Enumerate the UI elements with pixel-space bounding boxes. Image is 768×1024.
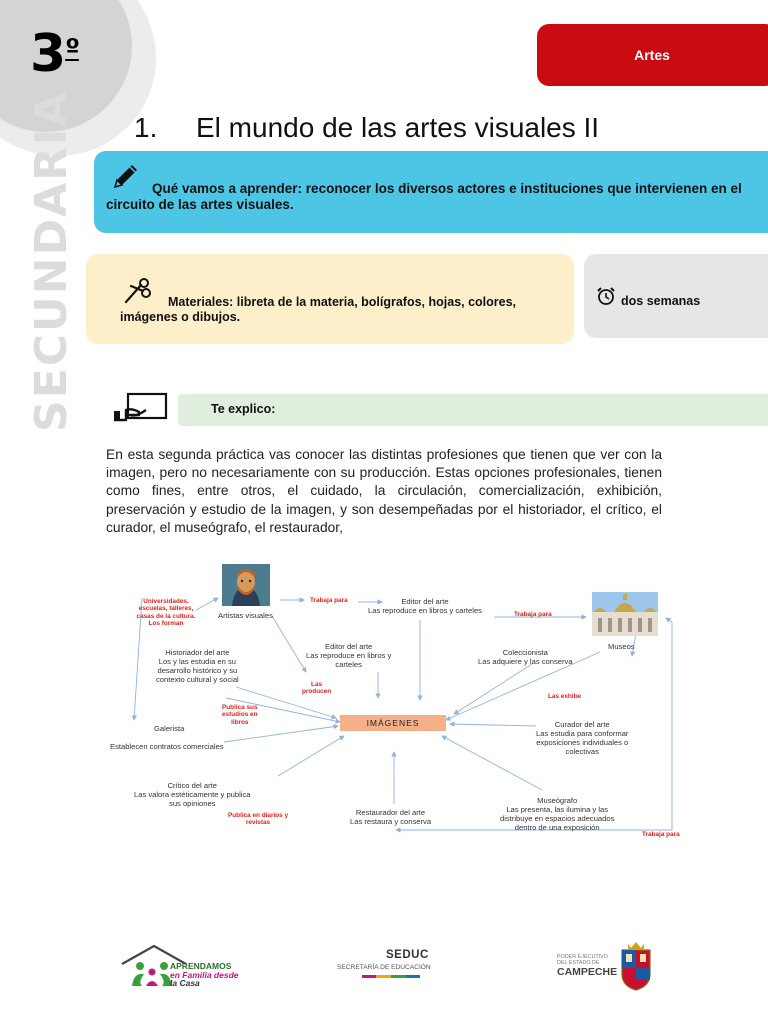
lesson-title: 1. El mundo de las artes visuales II (134, 112, 600, 143)
editor-mid-label: Editor del arte Las reproduce en libros y carteles (306, 642, 392, 669)
grade-number: $3^º$ (30, 24, 79, 84)
they-produce-label: Las producen (302, 681, 332, 696)
learning-goal-text: Qué vamos a aprender: reconocer los diversos actores e instituciones que intervienen en el circuito de las artes visuales. (106, 181, 742, 212)
government-prefix: PODER EJECUTIVO DEL ESTADO DE (557, 954, 608, 967)
museums-label: Museos (608, 642, 635, 651)
subject-tab: Artes (537, 24, 768, 86)
universities-label: Universidades, escuelas, talleres, casas de la cultura. Los forman (136, 598, 196, 628)
level-label: SECUNDARIA (26, 90, 77, 432)
alarm-clock-icon (596, 286, 616, 306)
museographer-label: Museógrafo Las presenta, las ilumina y las distribuye en espacios adecuados dentro de una exposición (500, 796, 615, 832)
seduc-logo-title: SEDUC (386, 949, 429, 961)
materials-text: Materiales: libreta de la materia, bolígrafos, hojas, colores, imágenes o dibujos. (120, 295, 517, 324)
publishes-books-label: Publica sus estudios en libros (222, 704, 258, 726)
campeche-coat-of-arms-icon (618, 940, 654, 992)
seduc-color-bar (362, 975, 420, 978)
curator-label: Curador del arte Las estudia para conformar exposiciones individuales o colectivas (536, 720, 629, 756)
explain-label: Te explico: (211, 402, 276, 416)
editor-top-label: Editor del arte Las reproduce en libros y carteles (368, 597, 482, 615)
works-for-label-3: Trabaja para (642, 831, 680, 838)
publishes-press-label: Publica en diarios y revistas (228, 812, 289, 827)
museum-building-image (592, 592, 658, 636)
hand-screen-icon (112, 392, 168, 422)
historian-label: Historiador del arte Los y las estudia en su desarrollo histórico y su contexto cultural y social (156, 648, 239, 684)
center-images-box: IMÁGENES (340, 715, 446, 731)
seduc-logo-subtitle: SECRETARÍA DE EDUCACIÓN (337, 964, 431, 971)
critic-label: Crítico del arte Las valora estéticamente y publica sus opiniones (134, 781, 251, 808)
art-circuit-diagram (106, 560, 690, 850)
government-name: CAMPECHE (557, 966, 618, 978)
gallerist-desc-label: Establecen contratos comerciales (110, 742, 224, 751)
works-for-label-1: Trabaja para (310, 597, 348, 604)
works-for-label-2: Trabaja para (514, 611, 552, 618)
exhibits-label: Las exhibe (548, 693, 582, 700)
artists-label: Artistas visuales (218, 611, 273, 620)
artist-portrait-image (222, 564, 270, 606)
duration-text: dos semanas (621, 294, 701, 308)
body-paragraph: En esta segunda práctica vas conocer las distintas profesiones que tienen que ver con la imagen, pero no necesariamente con su producción. Estas opciones profesionales, tienen como fines, entre otros, el cuidado, la circulación, comercialización, exhibición, preservación y estudio de la imagen, y son desempeñadas por el historiador, el crítico, el curador, el museógrafo, el restaurador, (106, 447, 662, 535)
collector-label: Coleccionista Las adquiere y las conserva (478, 648, 573, 666)
restorer-label: Restaurador del arte Las restaura y conserva (350, 808, 432, 826)
aprendamos-logo-text: APRENDAMOS en Familia desde la Casa (170, 961, 239, 988)
gallerist-label: Galerista (154, 724, 185, 733)
